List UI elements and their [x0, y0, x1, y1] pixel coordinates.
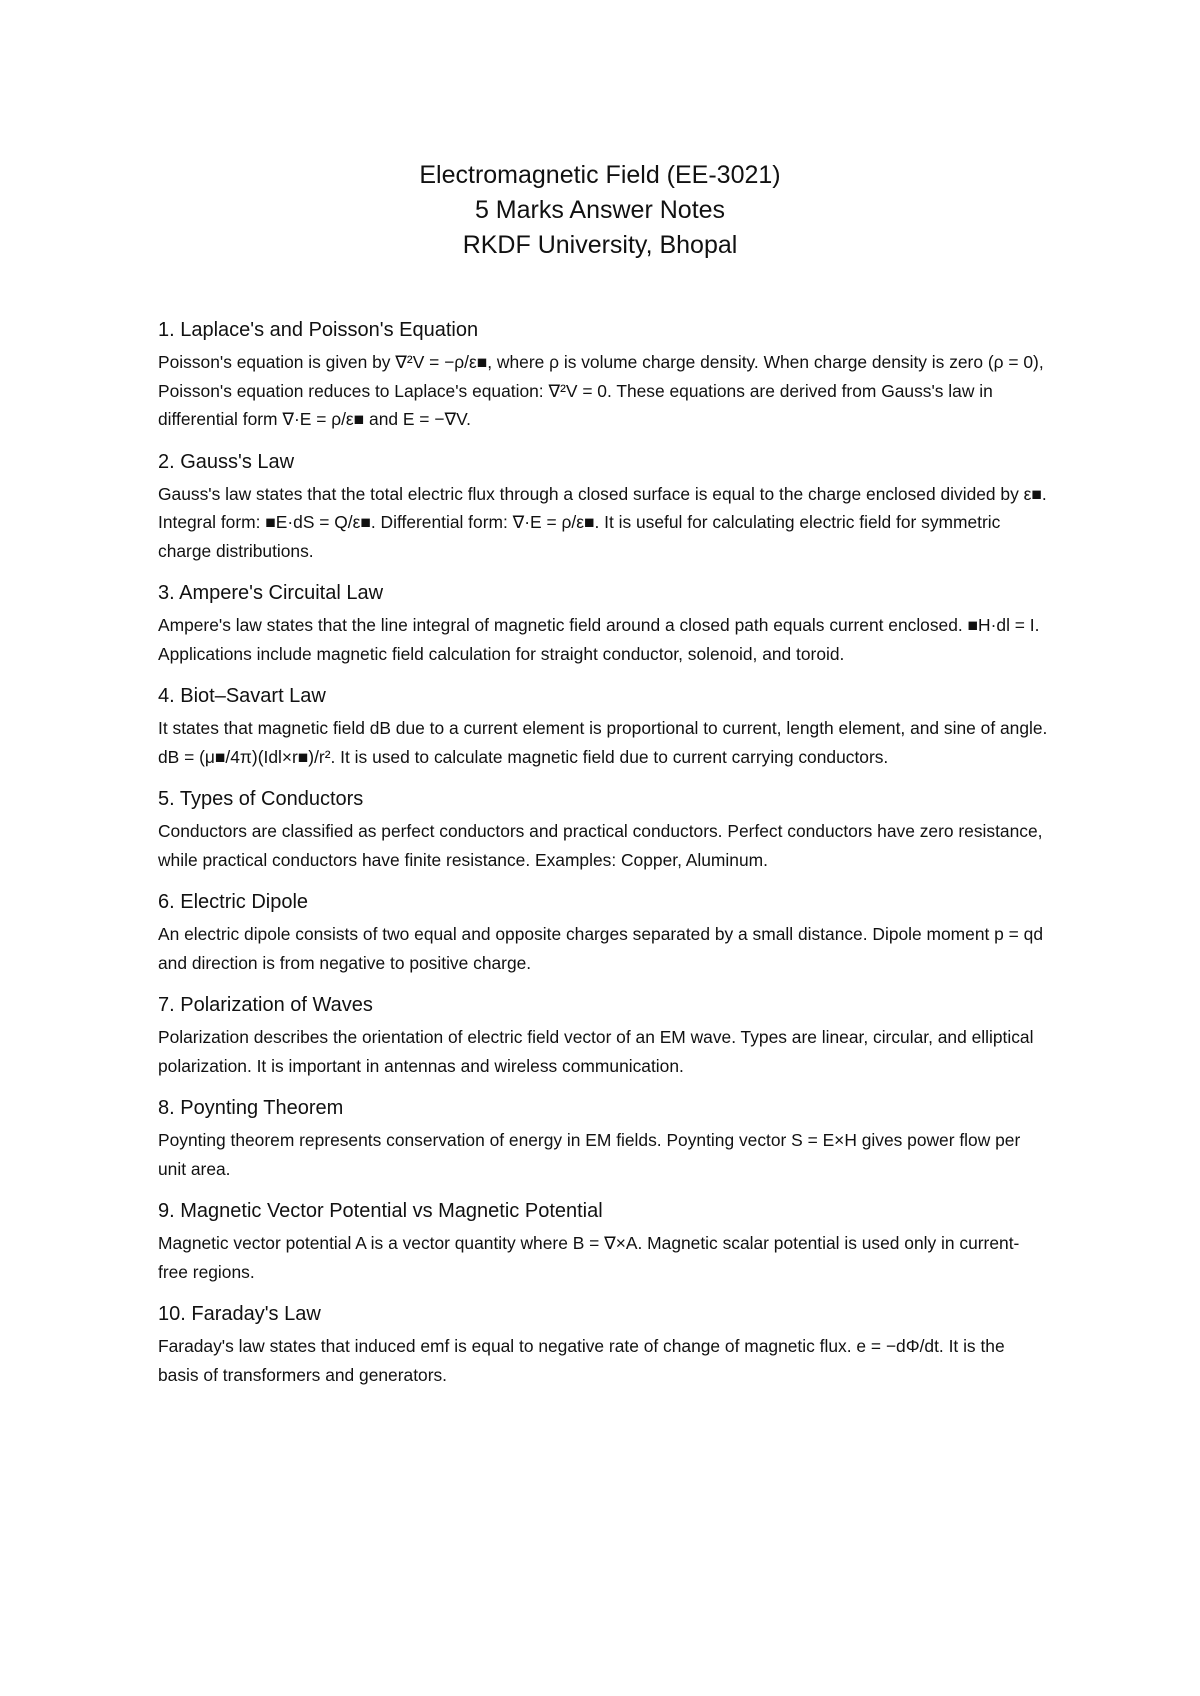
- sections-list: [158, 316, 1048, 1403]
- course-title: Electromagnetic Field (EE-3021): [419, 161, 781, 189]
- section-magnetic-potential: [158, 1197, 1048, 1286]
- section-heading: 4. Biot–Savart Law: [158, 685, 326, 707]
- notes-subtitle: 5 Marks Answer Notes: [474, 196, 726, 224]
- section-electric-dipole: [158, 888, 1048, 977]
- section-ampere-law: [158, 579, 1048, 668]
- section-heading: 5. Types of Conductors: [158, 788, 364, 810]
- section-body: An electric dipole consists of two equal and opposite charges separated by a small distance. Dipole moment p = qd and direction is from negative to positive charge.: [158, 924, 1044, 973]
- document-title-block: [0, 158, 1200, 263]
- section-heading: 8. Poynting Theorem: [158, 1097, 344, 1119]
- section-heading: 6. Electric Dipole: [158, 891, 309, 913]
- section-body: Ampere's law states that the line integral of magnetic field around a closed path equals current enclosed. ■H·dl = I. Applications include magnetic field calculation for straight conductor, solenoid, and toroid.: [158, 615, 1040, 664]
- section-laplace-poisson: [158, 316, 1048, 434]
- university-name: RKDF University, Bhopal: [462, 231, 738, 259]
- section-heading: 2. Gauss's Law: [158, 450, 295, 473]
- section-biot-savart: [158, 682, 1048, 771]
- section-heading: 9. Magnetic Vector Potential vs Magnetic Potential: [158, 1200, 603, 1222]
- section-poynting: [158, 1094, 1048, 1183]
- section-body: Poisson's equation is given by ∇²V = −ρ/ε■, where ρ is volume charge density. When charge density is zero (ρ = 0), Poisson's equation reduces to Laplace's equation: ∇²V = 0. These equations are derived from Gauss's law in differential form ∇·E = ρ/ε■ and E = −∇V.: [158, 352, 1044, 429]
- section-gauss-law: [158, 448, 1048, 566]
- section-heading: 10. Faraday's Law: [158, 1303, 321, 1325]
- section-heading: 3. Ampere's Circuital Law: [158, 582, 384, 604]
- section-conductors: [158, 785, 1048, 874]
- section-body: Faraday's law states that induced emf is equal to negative rate of change of magnetic flux. e = −dΦ/dt. It is the basis of transformers and generators.: [158, 1336, 1005, 1385]
- section-body: Poynting theorem represents conservation of energy in EM fields. Poynting vector S = E×H gives power flow per unit area.: [158, 1130, 1021, 1179]
- section-heading: 1. Laplace's and Poisson's Equation: [158, 319, 479, 341]
- section-body: Gauss's law states that the total electric flux through a closed surface is equal to the charge enclosed divided by ε■. Integral form: ■E·dS = Q/ε■. Differential form: ∇·E = ρ/ε■. It is useful for calculating electric field for symmetric charge distributions.: [158, 483, 1047, 561]
- section-heading: 7. Polarization of Waves: [158, 994, 373, 1016]
- section-polarization: [158, 991, 1048, 1080]
- section-body: Conductors are classified as perfect conductors and practical conductors. Perfect conductors have zero resistance, while practical conductors have finite resistance. Examples: Copper, Aluminum.: [158, 821, 1043, 870]
- section-faraday-law: [158, 1300, 1048, 1389]
- section-body: Magnetic vector potential A is a vector quantity where B = ∇×A. Magnetic scalar potential is used only in current-free regions.: [158, 1233, 1020, 1282]
- section-body: It states that magnetic field dB due to a current element is proportional to current, length element, and sine of angle. dB = (μ■/4π)(Idl×r■)/r². It is used to calculate magnetic field due to current carrying conductors.: [158, 718, 1048, 767]
- section-body: Polarization describes the orientation of electric field vector of an EM wave. Types are linear, circular, and elliptical polarization. It is important in antennas and wireless communication.: [158, 1027, 1034, 1076]
